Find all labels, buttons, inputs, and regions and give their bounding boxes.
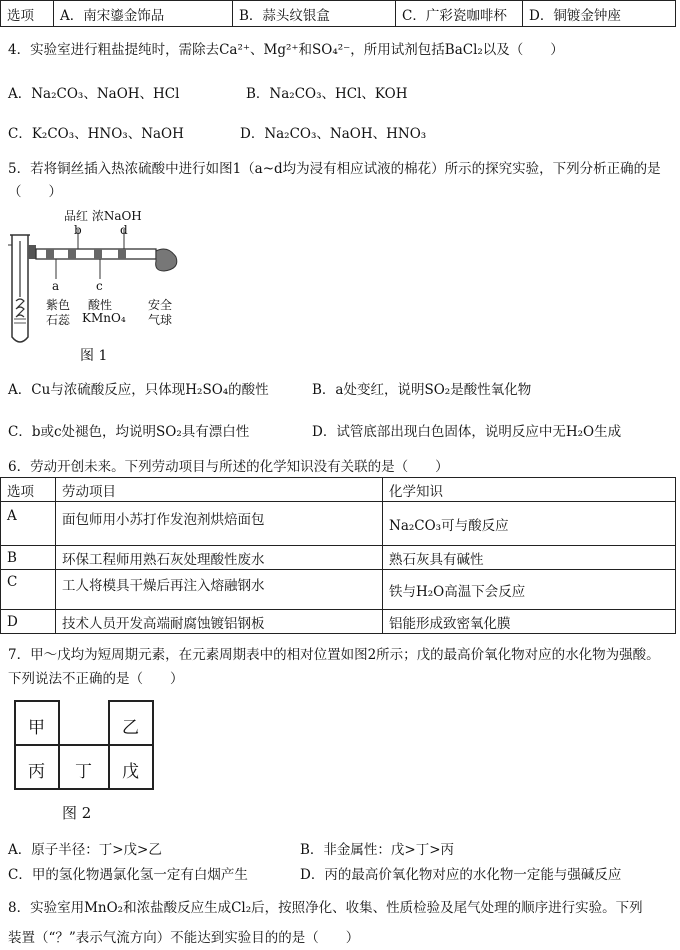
figure-1 <box>8 205 198 365</box>
q6-header-task: 劳动项目 <box>56 478 383 502</box>
fig1-balloon2: 气球 <box>148 313 173 327</box>
q6-stem: 6．劳动开创未来。下列劳动项目与所述的化学知识没有关联的是（ ） <box>8 459 449 475</box>
cell-bing: 丙 <box>28 762 45 782</box>
q6-row-b-knowledge: 熟石灰具有碱性 <box>383 546 676 570</box>
q5-paren: （ ） <box>8 184 62 200</box>
q6-row-d-knowledge: 铝能形成致密氧化膜 <box>383 610 676 634</box>
q6-row-a-task: 面包师用小苏打作发泡剂烘焙面包 <box>56 502 383 546</box>
q8-stem-line2: 装置（“？”表示气流方向）不能达到实验目的的是（ ） <box>8 930 360 946</box>
cell-yi: 乙 <box>122 718 139 738</box>
q8-stem-line1: 8．实验室用MnO₂和浓盐酸反应生成Cl₂后，按照净化、收集、性质检验及尾气处理的顺序进行实验。下列 <box>8 900 643 916</box>
fig1-label-d: d <box>120 223 128 237</box>
options-table <box>0 0 676 27</box>
q6-row-d-task: 技术人员开发高端耐腐蚀镀铝钢板 <box>56 610 383 634</box>
options-header: 选项 <box>1 1 54 27</box>
apparatus-drawing <box>8 205 198 365</box>
fig1-a-name1: 紫色 <box>46 298 71 312</box>
q4-option-b: B．Na₂CO₃、HCl、KOH <box>246 86 408 102</box>
fig2-caption: 图 2 <box>62 804 92 822</box>
q6-row-a-option: A <box>1 502 56 546</box>
q6-row-b-option: B <box>1 546 56 570</box>
option-a: A．南宋鎏金饰品 <box>54 1 233 27</box>
option-c: C．广彩瓷咖啡杯 <box>396 1 523 27</box>
q4-option-a: A．Na₂CO₃、NaOH、HCl <box>8 86 180 102</box>
fig1-label-a: a <box>52 279 60 293</box>
fig1-c-name2: KMnO₄ <box>82 311 126 325</box>
cell-wu: 戊 <box>122 762 139 782</box>
q5-option-a: A．Cu与浓硫酸反应，只体现H₂SO₄的酸性 <box>8 382 269 398</box>
cell-ding: 丁 <box>75 762 92 782</box>
fig1-c-name1: 酸性 <box>88 298 113 312</box>
q7-option-a: A．原子半径：丁>戊>乙 <box>8 842 162 858</box>
option-d: D．铜镀金钟座 <box>523 1 676 27</box>
q6-row-a-knowledge: Na₂CO₃可与酸反应 <box>383 502 676 546</box>
q5-stem: 5．若将铜丝插入热浓硫酸中进行如图1（a~d均为浸有相应试液的棉花）所示的探究实验，下列分析正确的是 <box>8 161 661 177</box>
fig1-caption: 图 1 <box>80 348 108 364</box>
q6-header-option: 选项 <box>1 478 56 502</box>
q6-row-d-option: D <box>1 610 56 634</box>
fig1-label-b: b <box>74 223 82 237</box>
q4-stem: 4．实验室进行粗盐提纯时，需除去Ca²⁺、Mg²⁺和SO₄²⁻，所用试剂包括BaCl₂以及（ ） <box>8 42 564 58</box>
cell-jia: 甲 <box>28 718 45 738</box>
q6-row-c-knowledge: 铁与H₂O高温下会反应 <box>383 570 676 610</box>
fig1-label-c: c <box>96 279 103 293</box>
q7-option-c: C．甲的氢化物遇氯化氢一定有白烟产生 <box>8 867 248 883</box>
q6-row-c-option: C <box>1 570 56 610</box>
q5-option-b: B．a处变红，说明SO₂是酸性氧化物 <box>312 382 532 398</box>
figure-2 <box>14 700 164 830</box>
q6-row-b-task: 环保工程师用熟石灰处理酸性废水 <box>56 546 383 570</box>
q7-stem-line1: 7．甲～戊均为短周期元素，在元素周期表中的相对位置如图2所示；戊的最高价氧化物对应的水化物为强酸。 <box>8 647 660 663</box>
q6-header-knowledge: 化学知识 <box>383 478 676 502</box>
q5-option-c: C．b或c处褪色，均说明SO₂具有漂白性 <box>8 424 250 440</box>
q6-row-c-task: 工人将模具干燥后再注入熔融钢水 <box>56 570 383 610</box>
fig1-a-name2: 石蕊 <box>46 313 71 327</box>
fig1-balloon1: 安全 <box>148 298 173 312</box>
q4-option-c: C．K₂CO₃、HNO₃、NaOH <box>8 126 184 142</box>
q5-option-d: D．试管底部出现白色固体，说明反应中无H₂O生成 <box>312 424 622 440</box>
q6-table <box>0 477 676 634</box>
q7-option-d: D．丙的最高价氧化物对应的水化物一定能与强碱反应 <box>300 867 622 883</box>
q4-option-d: D．Na₂CO₃、NaOH、HNO₃ <box>240 126 427 142</box>
option-b: B．蒜头纹银盒 <box>233 1 396 27</box>
q7-stem-line2: 下列说法不正确的是（ ） <box>8 671 184 687</box>
fig1-top-labels: 品红 浓NaOH <box>64 209 142 223</box>
q7-option-b: B．非金属性：戊>丁>丙 <box>300 842 455 858</box>
